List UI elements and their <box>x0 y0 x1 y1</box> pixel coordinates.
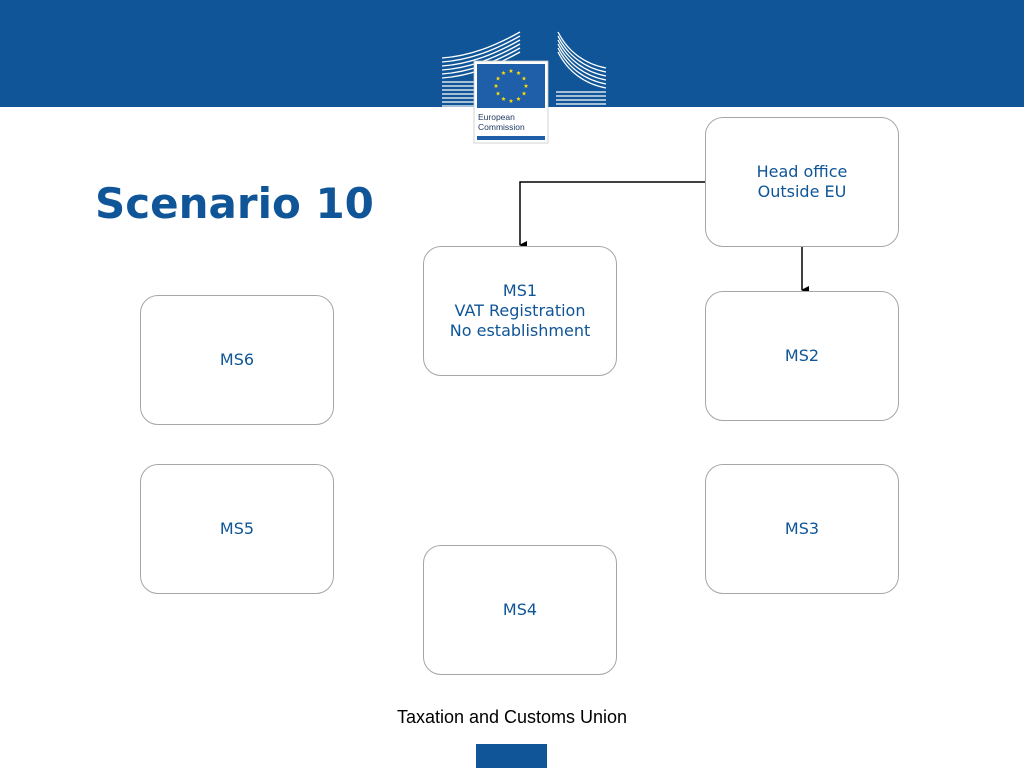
box-ms4 <box>423 545 617 675</box>
ms2-label: MS2 <box>784 346 820 365</box>
head-office-line2: Outside EU <box>757 182 847 201</box>
slide-title: Scenario 10 <box>95 179 374 228</box>
ms1-line1: MS1 <box>502 281 538 300</box>
box-head-office <box>705 117 899 247</box>
ms1-line3: No establishment <box>449 321 591 340</box>
european-commission-logo <box>440 28 608 144</box>
logo-text-line1: European <box>478 112 515 122</box>
ms5-label: MS5 <box>219 519 255 538</box>
ms6-label: MS6 <box>219 350 255 369</box>
ms3-label: MS3 <box>784 519 820 538</box>
arrow-head-office-to-ms1 <box>520 182 706 245</box>
logo-text-line2: Commission <box>478 122 525 132</box>
head-office-line1: Head office <box>756 162 848 181</box>
box-ms2 <box>705 291 899 421</box>
ms4-label: MS4 <box>502 600 538 619</box>
ms1-line2: VAT Registration <box>454 301 586 320</box>
footer-text: Taxation and Customs Union <box>396 707 628 727</box>
box-ms3 <box>705 464 899 594</box>
footer-flag-graphic <box>476 744 547 768</box>
box-ms6 <box>140 295 334 425</box>
box-ms1 <box>423 246 617 376</box>
box-ms5 <box>140 464 334 594</box>
